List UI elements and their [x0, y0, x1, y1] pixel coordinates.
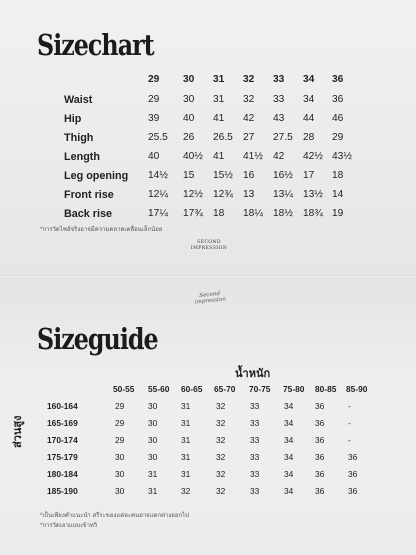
table-cell: 46 [332, 113, 344, 124]
sizeguide-row [0, 401, 416, 417]
brand-signature: Second impression [194, 290, 227, 306]
table-cell: 32 [216, 452, 226, 462]
table-cell: 15½ [213, 170, 233, 181]
table-cell: 30 [148, 418, 158, 428]
size-column-header: 32 [243, 74, 255, 85]
table-cell: 34 [284, 435, 294, 445]
table-cell: 32 [216, 469, 226, 479]
table-cell: 31 [148, 486, 158, 496]
sizechart-row [0, 189, 416, 207]
table-cell: 29 [115, 418, 125, 428]
table-cell: 40 [183, 113, 195, 124]
sizechart-row [0, 151, 416, 169]
height-range-label: 170-174 [47, 435, 78, 445]
sizeguide-header-row [0, 384, 416, 400]
table-cell: 42½ [303, 151, 323, 162]
table-cell: 41 [213, 113, 225, 124]
table-cell: 43 [273, 113, 285, 124]
table-cell: 18 [213, 208, 225, 219]
table-cell: 41 [213, 151, 225, 162]
table-cell: 29 [148, 94, 160, 105]
measurement-label: Back rise [64, 208, 113, 220]
measurement-label: Length [64, 151, 100, 163]
table-cell: 18½ [273, 208, 293, 219]
height-range-label: 180-184 [47, 469, 78, 479]
table-cell: 36 [348, 452, 358, 462]
table-cell: 32 [243, 94, 255, 105]
weight-column-header: 70-75 [249, 384, 271, 394]
table-cell: - [348, 401, 351, 411]
table-cell: 36 [332, 94, 344, 105]
sizeguide-row [0, 486, 416, 502]
measurement-label: Thigh [64, 132, 94, 144]
table-cell: 32 [216, 435, 226, 445]
weight-column-header: 55-60 [148, 384, 170, 394]
measurement-label: Front rise [64, 189, 114, 201]
height-header: ส่วนสูง [12, 415, 24, 448]
table-cell: - [348, 435, 351, 445]
sizeguide-note: *เป็นเพียงคำแนะนำ สรีระของแต่ละคนอาจแตกต่างออกไป [40, 513, 189, 519]
sizeguide-row [0, 452, 416, 468]
table-cell: 30 [148, 435, 158, 445]
sizechart-row [0, 132, 416, 150]
table-cell: 30 [115, 469, 125, 479]
height-range-label: 185-190 [47, 486, 78, 496]
height-range-label: 160-164 [47, 401, 78, 411]
table-cell: 32 [216, 401, 226, 411]
weight-column-header: 75-80 [283, 384, 305, 394]
table-cell: 43½ [332, 151, 352, 162]
sizechart-header-row [0, 74, 416, 92]
table-cell: 17 [303, 170, 315, 181]
table-cell: 27.5 [273, 132, 293, 143]
size-column-header: 34 [303, 74, 315, 85]
table-cell: 27 [243, 132, 255, 143]
table-cell: 17¾ [183, 208, 203, 219]
table-cell: 30 [148, 452, 158, 462]
table-cell: 31 [181, 401, 191, 411]
size-column-header: 33 [273, 74, 285, 85]
table-cell: 14 [332, 189, 344, 200]
table-cell: 30 [115, 452, 125, 462]
table-cell: 18 [332, 170, 344, 181]
table-cell: 36 [315, 435, 325, 445]
table-cell: 42 [243, 113, 255, 124]
table-cell: 30 [148, 401, 158, 411]
table-cell: 12¾ [213, 189, 233, 200]
height-range-label: 175-179 [47, 452, 78, 462]
table-cell: 34 [284, 452, 294, 462]
sizechart-row [0, 113, 416, 131]
table-cell: 12¼ [148, 189, 168, 200]
table-cell: 36 [315, 418, 325, 428]
table-cell: 39 [148, 113, 160, 124]
measurement-label: Hip [64, 113, 82, 125]
table-cell: 40½ [183, 151, 203, 162]
table-cell: 34 [284, 401, 294, 411]
table-cell: 32 [216, 486, 226, 496]
table-cell: 15 [183, 170, 195, 181]
table-cell: 41½ [243, 151, 263, 162]
table-cell: 30 [183, 94, 195, 105]
logo-line: IMPRESSION [190, 246, 228, 251]
size-column-header: 31 [213, 74, 225, 85]
table-cell: 17¼ [148, 208, 168, 219]
sizeguide-title: Sizeguide [37, 322, 158, 356]
size-column-header: 29 [148, 74, 160, 85]
table-cell: 19 [332, 208, 344, 219]
table-cell: 30 [115, 486, 125, 496]
table-cell: 34 [284, 486, 294, 496]
table-cell: 13 [243, 189, 255, 200]
measurement-label: Leg opening [64, 170, 129, 182]
table-cell: 33 [250, 469, 260, 479]
table-cell: 25.5 [148, 132, 168, 143]
table-cell: 31 [213, 94, 225, 105]
table-cell: 29 [332, 132, 344, 143]
table-cell: 36 [315, 401, 325, 411]
table-cell: 33 [250, 452, 260, 462]
weight-header: น้ำหนัก [235, 368, 271, 380]
table-cell: 29 [115, 401, 125, 411]
brand-logo [186, 240, 232, 252]
sizeguide-row [0, 469, 416, 485]
table-cell: 36 [348, 486, 358, 496]
table-cell: 14½ [148, 170, 168, 181]
table-cell: 32 [181, 486, 191, 496]
table-cell: 33 [273, 94, 285, 105]
weight-column-header: 50-55 [113, 384, 135, 394]
table-cell: 13½ [303, 189, 323, 200]
weight-column-header: 60-65 [181, 384, 203, 394]
sizechart-row [0, 94, 416, 112]
height-range-label: 165-169 [47, 418, 78, 428]
table-cell: 28 [303, 132, 315, 143]
table-cell: 18¾ [303, 208, 323, 219]
table-cell: 31 [181, 418, 191, 428]
table-cell: 34 [303, 94, 315, 105]
table-cell: 33 [250, 418, 260, 428]
table-cell: 33 [250, 401, 260, 411]
table-cell: 31 [181, 435, 191, 445]
weight-column-header: 65-70 [214, 384, 236, 394]
table-cell: 12½ [183, 189, 203, 200]
table-cell: 34 [284, 418, 294, 428]
table-cell: 34 [284, 469, 294, 479]
sizechart-title: Sizechart [37, 28, 154, 62]
table-cell: 18¼ [243, 208, 263, 219]
sizeguide-row [0, 418, 416, 434]
table-cell: 36 [315, 469, 325, 479]
sizechart-row [0, 170, 416, 188]
table-cell: 36 [315, 486, 325, 496]
weight-column-header: 85-90 [346, 384, 368, 394]
logo-line: SECOND [197, 240, 221, 245]
table-cell: 29 [115, 435, 125, 445]
weight-column-header: 80-85 [315, 384, 337, 394]
table-cell: 16 [243, 170, 255, 181]
table-cell: 26.5 [213, 132, 233, 143]
sizeguide-note: *การวัดเอวแบบเข้าทวิ [40, 523, 98, 529]
table-cell: 31 [181, 469, 191, 479]
size-column-header: 30 [183, 74, 195, 85]
table-cell: 44 [303, 113, 315, 124]
table-cell: 31 [181, 452, 191, 462]
table-cell: 42 [273, 151, 285, 162]
table-cell: 36 [348, 469, 358, 479]
sizeguide-row [0, 435, 416, 451]
table-cell: 36 [315, 452, 325, 462]
table-cell: 31 [148, 469, 158, 479]
size-column-header: 36 [332, 74, 344, 85]
table-cell: - [348, 418, 351, 428]
table-cell: 40 [148, 151, 160, 162]
table-cell: 16½ [273, 170, 293, 181]
table-cell: 32 [216, 418, 226, 428]
sizechart-note: *การวัดไซส์จริงอาจมีความคลาดเคลื่อนเล็กน้อย [40, 227, 163, 233]
table-cell: 33 [250, 486, 260, 496]
measurement-label: Waist [64, 94, 93, 106]
table-cell: 26 [183, 132, 195, 143]
table-cell: 33 [250, 435, 260, 445]
table-cell: 13¼ [273, 189, 293, 200]
page-fold [0, 275, 416, 278]
